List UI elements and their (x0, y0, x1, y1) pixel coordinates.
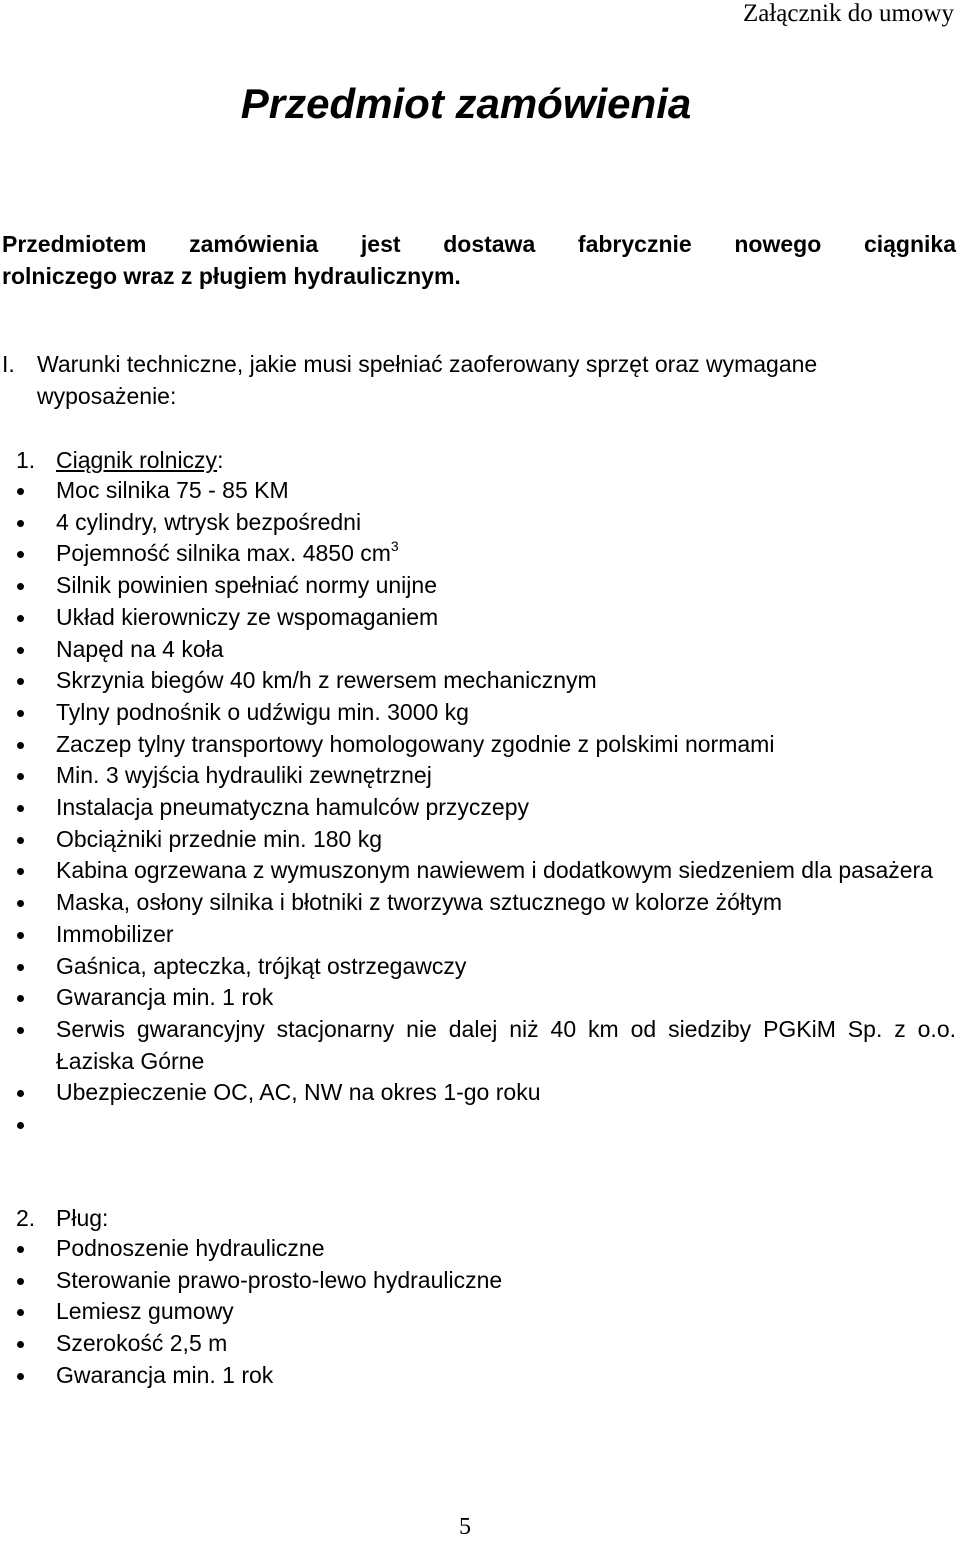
plough-number: 2. (16, 1205, 36, 1231)
list-item (0, 792, 956, 824)
list-item-text: Tylny podnośnik o udźwigu min. 3000 kg (56, 698, 469, 725)
list-item (0, 1077, 956, 1109)
list-item-text: Układ kierowniczy ze wspomaganiem (56, 603, 439, 630)
tractor-heading-wrap (56, 444, 223, 476)
list-item-text: Napęd na 4 koła (56, 635, 224, 662)
tractor-number: 1. (16, 447, 36, 473)
list-item (0, 475, 956, 507)
list-item-text: Podnoszenie hydrauliczne (56, 1235, 325, 1261)
tractor-heading (0, 444, 400, 476)
list-item (0, 1328, 956, 1360)
plough-requirements-list (0, 1233, 956, 1392)
intro-line-1: Przedmiotem zamówienia jest dostawa fabrycznie nowego ciągnika (2, 231, 956, 257)
annex-label: Załącznik do umowy (742, 0, 954, 27)
list-item (0, 1296, 956, 1328)
list-item-text: Zaczep tylny transportowy homologowany zgodnie z polskimi normami (56, 730, 775, 757)
list-item (0, 887, 956, 919)
list-item-text: Moc silnika 75 - 85 KM (56, 477, 289, 503)
list-item (0, 1233, 956, 1265)
list-item-text: Szerokość 2,5 m (56, 1330, 228, 1357)
intro-line-2: rolniczego wraz z pługiem hydraulicznym. (2, 263, 461, 289)
list-item (0, 919, 956, 951)
list-item-text: Sterowanie prawo-prosto-lewo hydrauliczne (56, 1266, 503, 1293)
list-item-empty (0, 1109, 956, 1141)
list-item (0, 824, 956, 856)
plough-heading-colon: : (102, 1205, 109, 1231)
list-item-text: Immobilizer (56, 920, 174, 947)
list-item (0, 982, 956, 1014)
list-item (0, 665, 956, 697)
tractor-requirements-list (0, 475, 956, 1141)
list-item-text: Gwarancja min. 1 rok (56, 984, 274, 1011)
list-item (0, 760, 956, 792)
list-item (0, 507, 956, 539)
list-item-text: Silnik powinien spełniać normy unijne (56, 572, 437, 599)
page-title: Przedmiot zamówienia (240, 80, 692, 127)
section-heading-text: Warunki techniczne, jakie musi spełniać zaoferowany sprzęt oraz wymagane wyposażenie: (37, 351, 818, 409)
list-item-text: Obciążniki przednie min. 180 kg (56, 825, 382, 852)
plough-heading-wrap (56, 1202, 108, 1234)
intro-paragraph (2, 228, 956, 292)
list-item-text: Serwis gwarancyjny stacjonarny nie dalej niż 40 km od siedziby PGKiM Sp. z o.o. Łaziska Górne (56, 1015, 956, 1074)
tractor-heading-text: Ciągnik rolniczy (56, 447, 218, 473)
list-item (0, 570, 956, 602)
list-item-text: Instalacja pneumatyczna hamulców przyczepy (56, 794, 530, 821)
list-item-text: Min. 3 wyjścia hydrauliki zewnętrznej (56, 762, 432, 789)
list-item (0, 1014, 956, 1077)
list-item (0, 602, 956, 634)
list-item (0, 951, 956, 983)
plough-heading-text: Pług (56, 1205, 103, 1231)
page-number: 5 (459, 1514, 471, 1540)
list-item-text: Skrzynia biegów 40 km/h z rewersem mechanicznym (56, 667, 597, 694)
superscript: 3 (390, 538, 399, 555)
list-item (0, 697, 956, 729)
list-item-text: Ubezpieczenie OC, AC, NW na okres 1-go roku (56, 1079, 541, 1106)
section-number: I. (2, 351, 15, 377)
list-item (0, 729, 956, 761)
list-item (0, 634, 956, 666)
list-item-text: Maska, osłony silnika i błotniki z tworzywa sztucznego w kolorze żółtym (56, 889, 783, 916)
list-item (0, 1360, 956, 1392)
plough-heading (0, 1202, 300, 1234)
list-item-text: Gaśnica, apteczka, trójkąt ostrzegawczy (56, 952, 467, 979)
list-item-text: 4 cylindry, wtrysk bezpośredni (56, 508, 362, 535)
tractor-heading-colon: : (217, 447, 224, 473)
list-item (0, 538, 956, 570)
list-item-text: Pojemność silnika max. 4850 cm (56, 540, 391, 567)
list-item-text: Kabina ogrzewana z wymuszonym nawiewem i dodatkowym siedzeniem dla pasażera (56, 857, 933, 884)
list-item-text: Lemiesz gumowy (56, 1298, 234, 1325)
list-item (0, 855, 956, 887)
section-heading (2, 348, 942, 412)
list-item (0, 1265, 956, 1297)
list-item-text: Gwarancja min. 1 rok (56, 1361, 274, 1388)
